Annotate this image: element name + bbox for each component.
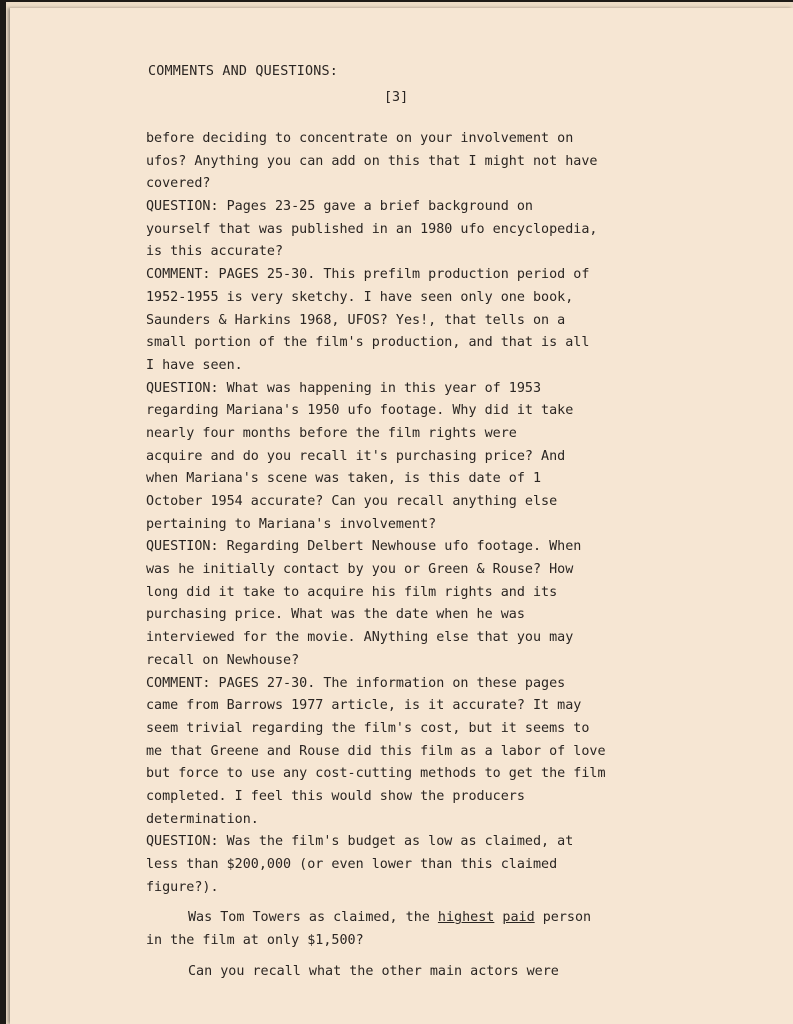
text-line: COMMENT: PAGES 27-30. The information on these pages	[146, 675, 566, 691]
text-line: yourself that was published in an 1980 ufo encyclopedia,	[146, 221, 598, 237]
text-line: purchasing price. What was the date when he was	[146, 607, 525, 623]
text-line: small portion of the film's production, and that is all	[146, 335, 590, 351]
text-line: QUESTION: Regarding Delbert Newhouse ufo footage. When	[146, 539, 582, 555]
text-line: in the film at only $1,500?	[146, 933, 364, 949]
text-line: 1952-1955 is very sketchy. I have seen only one book,	[146, 289, 574, 305]
text-line: regarding Mariana's 1950 ufo footage. Why did it take	[146, 403, 574, 419]
towers-question-line	[146, 907, 686, 930]
text-line: QUESTION: What was happening in this year of 1953	[146, 380, 542, 396]
text-line: QUESTION: Was the film's budget as low as claimed, at	[146, 834, 574, 850]
text-line: QUESTION: Pages 23-25 gave a brief background on	[146, 199, 533, 215]
text-line: less than $200,000 (or even lower than this claimed	[146, 857, 558, 872]
page-header: COMMENTS AND QUESTIONS:	[148, 64, 339, 79]
text-line: determination.	[146, 811, 259, 827]
underlined-paid: paid	[502, 910, 535, 926]
text-line: COMMENT: PAGES 25-30. This prefilm production period of	[146, 267, 590, 283]
text-line: before deciding to concentrate on your involvement on	[146, 131, 574, 146]
body-text	[146, 128, 686, 983]
text-line-last: Can you recall what the other main actors were	[188, 963, 559, 979]
text-line: is this accurate?	[146, 244, 284, 260]
text-line: figure?).	[146, 879, 219, 895]
text-line: pertaining to Mariana's involvement?	[146, 516, 437, 532]
document-page	[10, 8, 793, 1024]
text-line: me that Greene and Rouse did this film as a labor of love	[146, 743, 606, 759]
text-line: was he initially contact by you or Green & Rouse? How	[146, 562, 574, 578]
text-line: when Mariana's scene was taken, is this date of 1	[146, 471, 542, 487]
text-line: completed. I feel this would show the producers	[146, 788, 525, 804]
text-line: October 1954 accurate? Can you recall anything else	[146, 494, 558, 509]
text-line: Saunders & Harkins 1968, UFOS? Yes!, that tells on a	[146, 312, 566, 328]
page-number: [3]	[384, 90, 409, 105]
towers-text-after: person	[534, 910, 592, 926]
underlined-highest: highest	[437, 910, 495, 926]
text-line: ufos? Anything you can add on this that I might not have	[146, 153, 598, 169]
towers-text-before: Was Tom Towers as claimed, the	[188, 910, 438, 926]
text-line: came from Barrows 1977 article, is it accurate? It may	[146, 698, 582, 714]
text-line: I have seen.	[146, 357, 243, 373]
text-line: interviewed for the movie. ANything else that you may	[146, 630, 574, 646]
text-line: nearly four months before the film rights were	[146, 425, 517, 441]
text-line: recall on Newhouse?	[146, 652, 300, 668]
text-line: acquire and do you recall it's purchasing price? And	[146, 448, 566, 464]
text-line: but force to use any cost-cutting methods to get the film	[146, 766, 606, 782]
text-line: long did it take to acquire his film rights and its	[146, 584, 558, 600]
text-line: seem trivial regarding the film's cost, but it seems to	[146, 720, 590, 736]
text-line: covered?	[146, 176, 211, 192]
